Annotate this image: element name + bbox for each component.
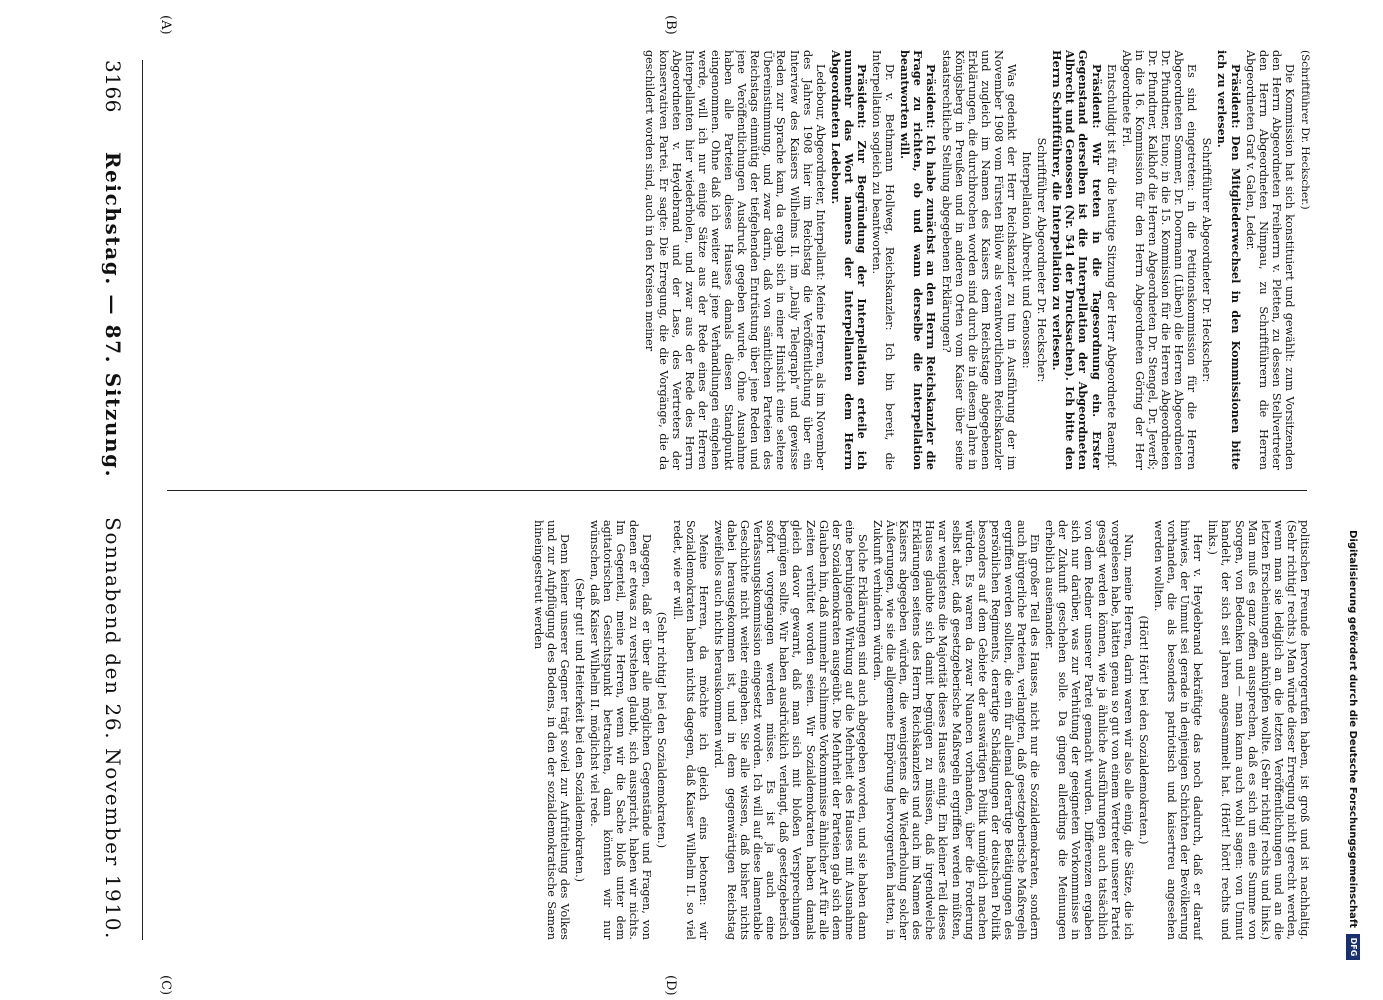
page-number: 3166 — [101, 60, 125, 113]
paragraph: Solche Erklärungen sind auch abgegeben worden, und sie haben dann eine beruhigende Wirkung auf die Mehrheit des Hauses mit Ausnahme der Sozialdemokraten ausgeübt. Die Mehrheit der Parteien gab sich dem Glauben hin, daß nunmehr schlimme Vorkommnisse ähnlicher Art für alle Zeiten verhütet worden seien. Wir Sozialdemokraten haben damals gleich davor gewarnt, daß man sich mit bloßen Versprechungen begnügen sollte. Wir haben ausdrücklich verlangt, daß gesetzgeberisch sofort vorgegangen werden müsse. Es ist ja auch eine Verfassungskommission eingesetzt worden. Ich will auf diese lamentable Geschichte nicht weiter eingehen. Sie alle wissen, daß bisher nichts dabei herausgekommen ist, und in dem gegenwärtigen Reichstag zweifellos auch nichts herauskommen wird. — [711, 520, 869, 940]
paragraph: Nun, meine Herren, darin waren wir also alle einig, die Sätze, die ich vorgelesen habe, hätten genau so gut von einem Vertreter unserer Partei gesagt werden können, wie ja ähnliche Ausführungen auch tatsächlich von dem Redner unserer Partei gemacht wurden. Differenzen ergaben sich nur darüber, was zur Verhütung der geeigneten Vorkommnisse in der Zukunft geschehen solle. Da gingen allerdings die Meinungen erheblich auseinander. — [1043, 520, 1135, 940]
paragraph: Es sind eingetreten: in die Petitionskommission für die Herren Abgeordneten Sommer, Dr. Doormann (Lüben) die Herren Abgeordneten Dr. Pfundtner, Euno; in die 15. Kommission für die Herren Abgeordneten Dr. Pfundtner, Kalkhof die Herren Abgeordneten Dr. Stengel, Dr. Jeverß; in die 16. Kommission für den Herrn Abgeordneten Göring der Herr Abgeordnete Frl. — [1119, 50, 1199, 470]
header-rule — [142, 60, 143, 940]
paragraph: (Sehr richtig! bei den Sozialdemokraten.) — [655, 611, 669, 849]
paragraph: Ledebour, Abgeordneter, Interpellant: Meine Herren, als im November des Jahres 1908 hier im Reichstag die Veröffentlichung über ein Interview des Kaisers Wilhelms II. im „Daily Telegraph“ und gewisse Reden zur Sprache kam, da ergab sich in einer Hinsicht eine seltene Übereinstimmung, und zwar darin, daß von sämtlichen Parteien des Reichstags einmütig der tiefgehenden Entrüstung über jene Reden und jene Veröffentlichungen Ausdruck gegeben wurde. Ohne Ausnahme haben alle Parteien dieses Hauses damals diesen Standpunkt eingenommen. Ohne daß ich weiter auf jene Verhandlungen eingehen werde, will ich nur einige Sätze aus der Rede eines der Herren Interpellanten hier wiederholen, und zwar aus der Rede des Herrn Abgeordneten v. Heydebrand und der Lase, des Vertreters der konservativen Partei. Er sagte: Die Erregung, die die Vorgänge, die da geschildert worden sind, auch in den Kreisen meiner — [643, 50, 827, 470]
paragraph: Dr. v. Bethmann Hollweg, Reichskanzler: Ich bin bereit, die Interpellation sogleich zu beantworten. — [870, 50, 897, 470]
paragraph: Schriftführer Abgeordneter Dr. Heckscher: — [1200, 137, 1214, 383]
margin-mark-a: (A) — [158, 15, 173, 35]
dfg-logo-icon: DFG — [1346, 934, 1360, 960]
margin-mark-c: (C) — [158, 975, 173, 996]
paragraph: Interpellation Albrecht und Genossen: — [1020, 151, 1034, 369]
paragraph: Denn keiner unserer Gegner trägt soviel zur Aufrüttelung des Volkes und zur Aufpflügung des Bodens, in den der sozialdemokratische Samen hineingestreut werden — [531, 520, 571, 940]
left-column — [151, 50, 1311, 470]
digitization-credit — [1343, 40, 1363, 960]
paragraph: (Sehr gut! und Heiterkeit bei den Sozialdemokraten.) — [572, 578, 586, 882]
paragraph: Herr v. Heydebrand bekräftigte das noch dadurch, daß er darauf hinwies, der Unmut sei gerade in denjenigen Schichten der Bevölkerung vorhanden, die als besonders patriotisch und kaisertreu angesehen werden wollten. — [1151, 520, 1205, 940]
right-column — [151, 520, 1311, 940]
paragraph: Präsident: Zur Begründung der Interpellation erteile ich nunmehr das Wort namens der Interpellanten dem Herrn Abgeordneten Ledebour. — [828, 50, 869, 470]
running-speaker: (Schriftführer Dr. Heckscher.) — [1299, 50, 1311, 210]
paragraph: Ein großer Teil des Hauses, nicht nur die Sozialdemokraten, sondern auch bürgerliche Parteien, verlangten, daß gesetzgeberische Maßregeln ergriffen werden sollten, die ein für allemal derartige Betätigungen des persönlichen Regiments, derartige Schädigungen der deutschen Politik besonders auf dem Gebiete der auswärtigen Politik unmöglich machen würden. Es waren da zwar Nuancen vorhanden, über die Forderung selbst aber, daß gesetzgeberische Maßregeln ergriffen werden müßten, war wenigstens die Majorität dieses Hauses einig. Ein kleiner Teil dieses Hauses glaubte sich damit begnügen zu müssen, daß irgendwelche Erklärungen seitens des Herrn Reichskanzlers und auch im Namen des Kaisers abgegeben würden, die wenigstens die Wiederholung solcher Äußerungen, wie sie die allgemeine Empörung hervorgerufen hatten, in Zukunft verhindern würden. — [871, 520, 1042, 940]
margin-mark-b: (B) — [663, 15, 678, 35]
margin-mark-d: (D) — [663, 975, 678, 996]
running-head — [93, 60, 133, 940]
session-date: Sonnabend den 26. November 1910. — [101, 517, 125, 940]
paragraph: Was gedenkt der Herr Reichskanzler zu tun in Ausführung der im November 1908 vom Fürsten Bülow als verantwortlichem Reichskanzler und zugleich im Namen des Kaisers dem Reichstage abgegebenen Erklärungen, die durchbrochen worden sind durch die in diesem Jahre in Königsberg in Preußen und in anderen Orten vom Kaiser über seine staatsrechtliche Stellung abgegebenen Erklärungen? — [939, 50, 1019, 470]
column-divider — [167, 490, 1307, 491]
paragraph: Präsident: Den Mitgliederwechsel in den Kommissionen bitte ich zu verlesen. — [1215, 50, 1243, 470]
paragraph: (Hört! Hört! bei den Sozialdemokraten.) — [1136, 615, 1150, 845]
paragraph: Die Kommission hat sich konstituiert und gewählt: zum Vorsitzenden den Herrn Abgeordneten Freiherrn v. Pletten, zu dessen Stellvertreter den Herrn Abgeordneten Nimpau, zu Schriftführern die Herren Abgeordneten Graf v. Galen, Leder. — [1243, 50, 1296, 470]
session-title: Reichstag. — 87. Sitzung. — [101, 151, 125, 479]
paragraph: politischen Freunde hervorgerufen haben, ist groß und ist nachhaltig. (Sehr richtig! rechts.) Man würde dieser Erregung nicht gerecht werden, wenn man sie lediglich an die letzten Veröffentlichungen und an die letzten Erscheinungen anknüpfen wollte. (Sehr richtig! rechts und links.) Man muß es ganz offen aussprechen, daß es sich um eine Summe von Sorgen, von Bedenken und — man kann auch wohl sagen: von Unmut handelt, der sich seit Jahren angesammelt hat. (Hört! hört! rechts und links.) — [1206, 520, 1311, 940]
paragraph: Dagegen, daß er über alle möglichen Gegenstände und Fragen, von denen er etwas zu verstehen glaubt, sich ausspricht, haben wir nichts. Im Gegenteil, meine Herren, wenn wir die Sache bloß unter dem agitatorischen Gesichtspunkt betrachten, dann könnten wir nur wünschen, daß Kaiser Wilhelm II. möglichst viel rede. — [588, 520, 654, 940]
paragraph: Schriftführer Abgeordneter Dr. Heckscher: — [1035, 137, 1049, 383]
paragraph: Präsident: Wir treten in die Tagesordnung ein. Erster Gegenstand derselben ist die Interpellation der Abgeordneten Albrecht und Genossen (Nr. 541 der Drucksachen). Ich bitte den Herrn Schriftführer, die Interpellation zu verlesen. — [1050, 50, 1104, 470]
credit-text: Digitalisierung gefördert durch die Deutsche Forschungsgemeinschaft — [1347, 530, 1359, 928]
paragraph: Meine Herren, da möchte ich gleich eins betonen: wir Sozialdemokraten haben nichts dagegen, daß Kaiser Wilhelm II. so viel redet, wie er will. — [670, 520, 710, 940]
paragraph: Präsident: Ich habe zunächst an den Herrn Reichskanzler die Frage zu richten, ob und wann derselbe die Interpellation beantworten will. — [898, 50, 939, 470]
paragraph: Entschuldigt ist für die heutige Sitzung der Herr Abgeordnete Raempf. — [1104, 64, 1118, 469]
